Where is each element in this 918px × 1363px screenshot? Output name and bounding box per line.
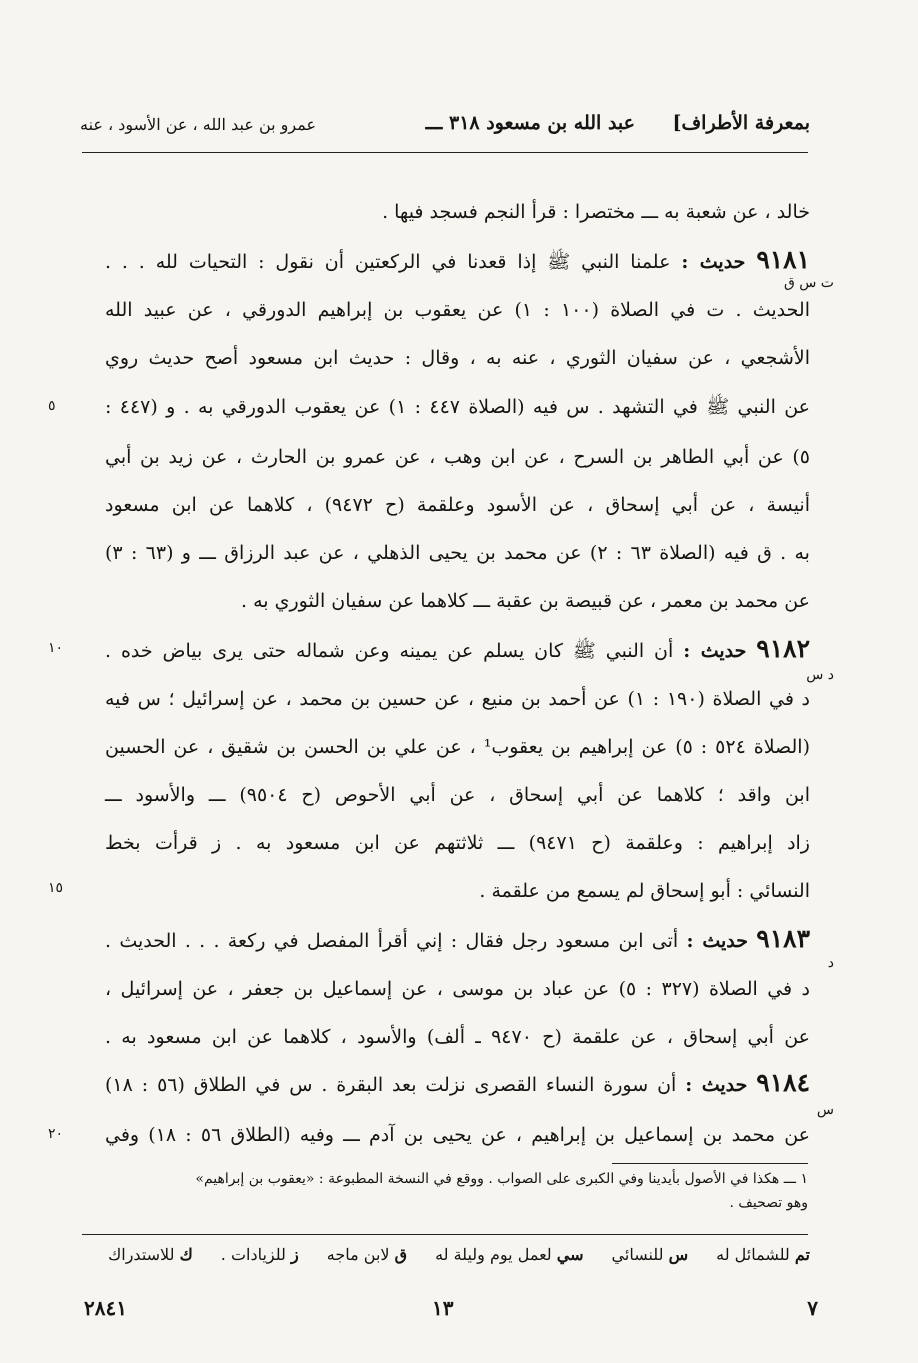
- text-line: د في الصلاة (١٩٠ : ١) عن أحمد بن منيع ، عن حسين بن محمد ، عن إسرائيل ؛ س فيه: [105, 688, 811, 710]
- volume-number: ٧: [807, 1296, 818, 1320]
- footnote-rule: [612, 1163, 808, 1164]
- global-page-number: ٢٨٤١: [84, 1296, 127, 1320]
- margin-source-code: د س: [806, 667, 834, 683]
- legend-item: تم للشمائل له: [716, 1245, 810, 1264]
- text-line: عن أبي إسحاق ، عن علقمة (ح ٩٤٧٠ ـ ألف) والأسود ، كلاهما عن ابن مسعود به .: [105, 1026, 810, 1048]
- hadith-line: [105, 245, 810, 275]
- text-line: عن النبي ﷺ في التشهد . س فيه (الصلاة ٤٤٧ : ١) عن يعقوب الدورقي به . و (٤٤٧ :: [105, 396, 810, 418]
- line-number: ١٥: [48, 880, 64, 896]
- text-line: ابن واقد ؛ كلاهما عن أبي إسحاق ، عن أبي الأحوص (ح ٩٥٠٤) ـــ والأسود ـــ: [105, 784, 810, 806]
- text-line: عن محمد بن إسماعيل بن إبراهيم ، عن يحيى بن آدم ـــ وفيه (الطلاق ٥٦ : ١٨) وفي: [105, 1124, 810, 1146]
- margin-source-code: ت س ق: [783, 275, 834, 291]
- legend-item: س للنسائي: [611, 1245, 689, 1264]
- line-number: ٥: [48, 398, 56, 414]
- text-line: به . ق فيه (الصلاة ٦٣ : ٢) عن محمد بن يحيى الذهلي ، عن عبد الرزاق ـــ و (٦٣ : ٣): [105, 542, 810, 564]
- legend-item: سي لعمل يوم وليلة له: [435, 1245, 584, 1264]
- text-line: الأشجعي ، عن سفيان الثوري ، عنه به ، وقال : حديث ابن مسعود أصح حديث روي: [105, 347, 810, 369]
- hadith-line: [105, 634, 810, 664]
- line-number: ١٠: [48, 640, 64, 656]
- text-line: (الصلاة ٥٢٤ : ٥) عن إبراهيم بن يعقوب¹ ، عن علي بن الحسن بن شقيق ، عن الحسين: [105, 736, 810, 758]
- header-book-title: بمعرفة الأطراف]: [672, 112, 810, 134]
- text-line: ٥) عن أبي الطاهر بن السرح ، عن ابن وهب ، عن عمرو بن الحارث ، عن زيد بن أبي: [105, 446, 810, 468]
- text-line: الحديث . ت في الصلاة (١٠٠ : ١) عن يعقوب بن إبراهيم الدورقي ، عن عبيد الله: [105, 299, 810, 321]
- running-header: [80, 112, 810, 142]
- line-number: ٢٠: [48, 1126, 64, 1142]
- hadith-label: حديث :: [685, 1074, 748, 1096]
- hadith-text: علمنا النبي ﷺ إذا قعدنا في الركعتين أن نقول : التحيات لله . . .: [105, 251, 671, 273]
- legend-rule: [82, 1234, 808, 1235]
- legend-item: ق لابن ماجه: [326, 1245, 408, 1264]
- hadith-label: حديث :: [683, 640, 747, 662]
- hadith-label: حديث :: [681, 251, 746, 273]
- hadith-number: ٩١٨١: [756, 245, 811, 274]
- abbreviation-legend: [108, 1245, 810, 1275]
- footnote-line: ١ ـــ هكذا في الأصول بأيدينا وفي الكبرى على الصواب . ووقع في النسخة المطبوعة : «يعقوب بن إبراهيم»: [195, 1171, 808, 1187]
- margin-source-code: د: [827, 955, 834, 971]
- header-chain: عمرو بن عبد الله ، عن الأسود ، عنه: [80, 115, 317, 134]
- hadith-number: ٩١٨٢: [756, 634, 810, 663]
- hadith-label: حديث :: [686, 930, 748, 952]
- page-number: ١٣: [432, 1296, 454, 1320]
- footnote-line: وهو تصحيف .: [729, 1195, 808, 1211]
- hadith-number: ٩١٨٣: [756, 924, 810, 953]
- hadith-line: [105, 1068, 810, 1098]
- hadith-line: [105, 924, 810, 954]
- text-line: خالد ، عن شعبة به ـــ مختصرا : قرأ النجم فسجد فيها .: [382, 201, 810, 223]
- text-line: د في الصلاة (٣٢٧ : ٥) عن عباد بن موسى ، عن إسماعيل بن جعفر ، عن إسرائيل ،: [105, 978, 811, 1000]
- hadith-text: أن النبي ﷺ كان يسلم عن يمينه وعن شماله حتى يرى بياض خده .: [105, 640, 674, 662]
- text-line: النسائي : أبو إسحاق لم يسمع من علقمة .: [479, 880, 810, 902]
- header-rule: [82, 152, 808, 153]
- text-line: أنيسة ، عن أبي إسحاق ، عن الأسود وعلقمة (ح ٩٤٧٢) ، كلاهما عن ابن مسعود: [105, 494, 810, 516]
- hadith-text: أن سورة النساء القصرى نزلت بعد البقرة . س في الطلاق (٥٦ : ١٨): [105, 1074, 677, 1096]
- text-line: عن محمد بن معمر ، عن قبيصة بن عقبة ـــ كلاهما عن سفيان الثوري به .: [241, 590, 810, 612]
- margin-source-code: س: [816, 1102, 834, 1118]
- text-line: زاد إبراهيم : وعلقمة (ح ٩٤٧١) ـــ ثلاثتهم عن ابن مسعود به . ز قرأت بخط: [105, 832, 810, 854]
- header-section-title: عبد الله بن مسعود ٣١٨ ـــ: [425, 112, 635, 134]
- hadith-text: أتى ابن مسعود رجل فقال : إني أقرأ المفصل في ركعة . . . الحديث .: [105, 930, 679, 952]
- legend-item: ز للزيادات .: [220, 1245, 299, 1264]
- legend-item: ك للاستدراك: [108, 1245, 193, 1264]
- hadith-number: ٩١٨٤: [756, 1068, 810, 1097]
